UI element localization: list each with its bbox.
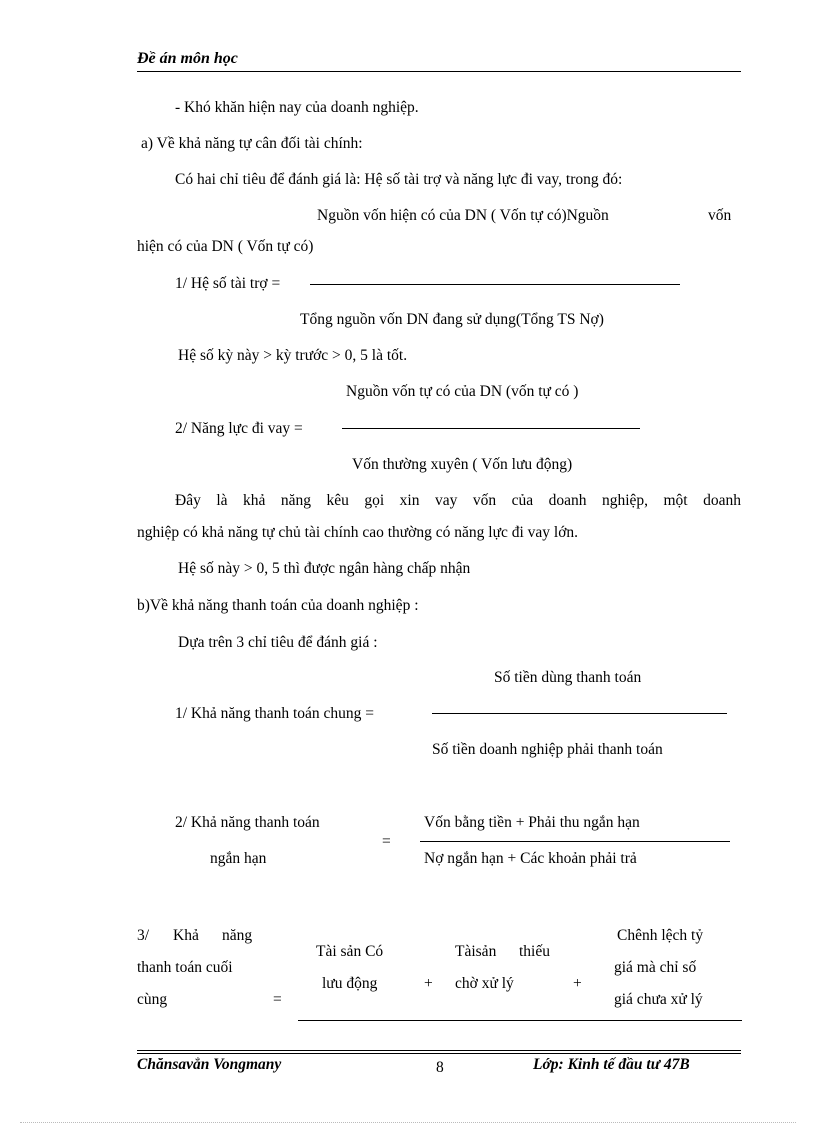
header-rule: [137, 71, 741, 72]
formula-5-term-2-line-2: chờ xử lý: [455, 975, 514, 992]
formula-3-denominator: Số tiền doanh nghiệp phải thanh toán: [432, 741, 663, 758]
paragraph-borrowing-line-2: nghiệp có khả năng tự chủ tài chính cao thường có năng lực đi vay lớn.: [137, 524, 579, 541]
formula-5-term-3-line-2: giá mà chỉ số: [614, 959, 697, 976]
formula-4-label-line-1: 2/ Khả năng thanh toán: [175, 814, 320, 831]
footer-author: Chănsavẳn Vongmany: [137, 1056, 282, 1073]
formula-4-equals: =: [382, 833, 391, 850]
paragraph-ratio-good: Hệ số kỳ này > kỳ trước > 0, 5 là tốt.: [178, 347, 408, 364]
formula-5-term-1-line-1: Tài sản Có: [316, 943, 384, 960]
header-title: Đề án môn học: [137, 50, 238, 67]
formula-1-label: 1/ Hệ số tài trợ =: [175, 275, 281, 292]
footer-page-number: 8: [436, 1059, 444, 1076]
formula-5-label-line-2: thanh toán cuối: [137, 959, 233, 976]
formula-2-fraction-line: [342, 428, 640, 429]
formula-4-label-line-2: ngắn hạn: [210, 850, 267, 867]
formula-3-label: 1/ Khả năng thanh toán chung =: [175, 705, 375, 722]
formula-1-denominator: Tổng nguồn vốn DN đang sử dụng(Tổng TS Nợ): [300, 311, 604, 328]
formula-1-fraction-line: [310, 284, 680, 285]
formula-4-fraction-line: [420, 841, 730, 842]
paragraph-difficulties: - Khó khăn hiện nay của doanh nghiệp.: [175, 99, 419, 116]
formula-5-term-2-word-2: thiếu: [519, 943, 550, 960]
formula-4-numerator: Vốn bằng tiền + Phải thu ngắn hạn: [424, 814, 640, 831]
formula-5-label-word-1: 3/: [137, 927, 150, 944]
formula-5-label-line-3: cùng: [137, 991, 168, 1008]
paragraph-bank-accept: Hệ số này > 0, 5 thì được ngân hàng chấp nhận: [178, 560, 471, 577]
section-a-heading: a) Về khả năng tự cân đối tài chính:: [141, 135, 363, 152]
footer-rule-top: [137, 1050, 741, 1051]
footer-class-label: Lớp: Kinh tế đầu tư 47B: [533, 1056, 690, 1073]
formula-4-denominator: Nợ ngắn hạn + Các khoản phải trả: [424, 850, 637, 867]
formula-3-numerator: Số tiền dùng thanh toán: [494, 669, 642, 686]
formula-2-numerator: Nguồn vốn tự có của DN (vốn tự có ): [346, 383, 579, 400]
paragraph-two-indicators: Có hai chỉ tiêu để đánh giá là: Hệ số tài trợ và năng lực đi vay, trong đó:: [175, 171, 623, 188]
paragraph-source-line-b: vốn: [708, 207, 732, 224]
paragraph-borrowing-line-1: Đây là khả năng kêu gọi xin vay vốn của doanh nghiệp, một doanh: [175, 492, 741, 509]
formula-5-plus-2: +: [573, 975, 582, 992]
formula-3-fraction-line: [432, 713, 727, 714]
formula-5-term-3-line-3: giá chưa xử lý: [614, 991, 703, 1008]
footer-rule-bottom: [137, 1053, 741, 1054]
formula-5-label-word-3: năng: [222, 927, 253, 944]
paragraph-source-line-a: Nguồn vốn hiện có của DN ( Vốn tự có)Nguồn: [317, 207, 609, 224]
paragraph-three-indicators: Dựa trên 3 chỉ tiêu để đánh giá :: [178, 634, 378, 651]
formula-5-term-2-word-1: Tàisản: [455, 943, 497, 960]
formula-2-label: 2/ Năng lực đi vay =: [175, 420, 303, 437]
formula-5-fraction-line: [298, 1020, 742, 1021]
paragraph-source-line-c: hiện có của DN ( Vốn tự có): [137, 238, 314, 255]
formula-5-term-1-line-2: lưu động: [322, 975, 378, 992]
formula-5-equals: =: [273, 991, 282, 1008]
formula-5-plus-1: +: [424, 975, 433, 992]
formula-5-label-word-2: Khả: [173, 927, 199, 944]
section-b-heading: b)Về khả năng thanh toán của doanh nghiệp :: [137, 597, 419, 614]
formula-5-term-3-line-1: Chênh lệch tỷ: [617, 927, 704, 944]
formula-2-denominator: Vốn thường xuyên ( Vốn lưu động): [352, 456, 573, 473]
